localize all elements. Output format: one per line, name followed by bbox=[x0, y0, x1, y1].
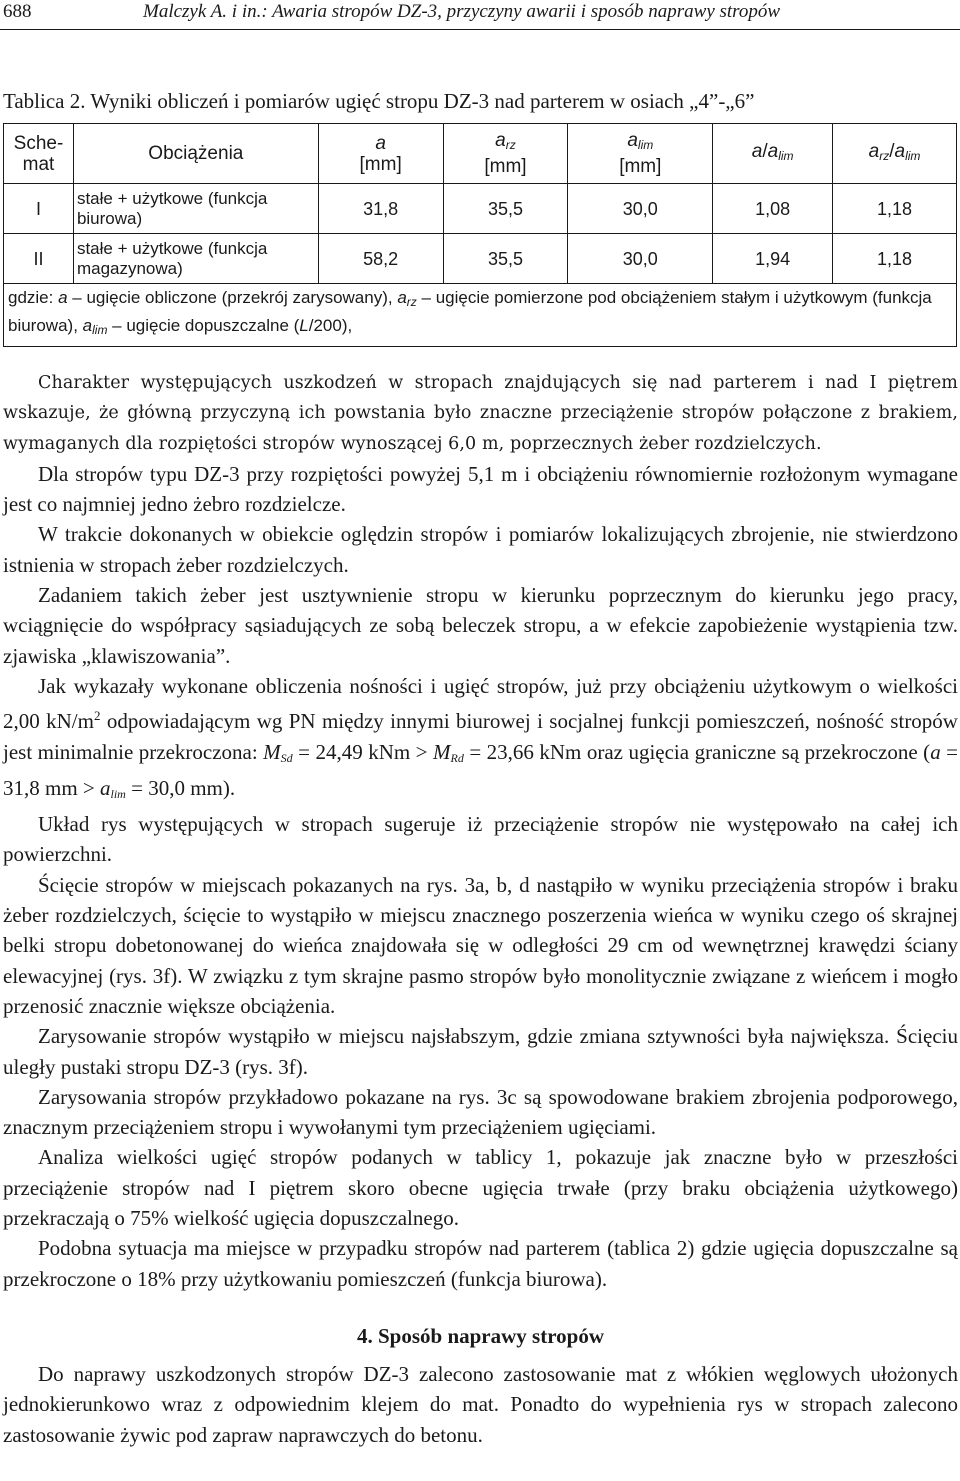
row2-load-line1: stałe + użytkowe (funkcja bbox=[76, 238, 268, 258]
note-text-5: /200), bbox=[308, 316, 353, 335]
header-alim-symbol: a bbox=[627, 130, 638, 151]
page-number: 688 bbox=[3, 1, 32, 22]
row2-load-line2: magazynowa) bbox=[76, 258, 183, 278]
row2-alim: 30,0 bbox=[568, 234, 713, 284]
p5-text-4: = 23,66 kNm oraz ugięcia graniczne są przekroczone ( bbox=[463, 739, 931, 764]
paragraph: Do naprawy uszkodzonych stropów DZ-3 zalecono zastosowanie mat z włókien węglowych ułożonych jednokierunkowo wraz z odpowiednim klejem do mat. Ponadto do wypełnienia rys w stropach zalecono zastosowanie żywic pod zapraw naprawczych do betonu. bbox=[3, 1361, 958, 1447]
row1-load-line2: biurowa) bbox=[76, 208, 143, 228]
p5-text-1: Jak wykazały wykonane obliczenia nośności i ugięć stropów, już przy obciążeniu użytkowym o wielkości 2,00 kN/m bbox=[3, 673, 958, 734]
row1-ratio2: 1,18 bbox=[833, 184, 957, 234]
header-alim bbox=[568, 124, 713, 184]
row1-ratio1: 1,08 bbox=[713, 184, 833, 234]
table-note-row bbox=[4, 284, 957, 347]
ratio1-a: a bbox=[751, 140, 763, 162]
paragraph: Dla stropów typu DZ-3 przy rozpiętości powyżej 5,1 m i obciążeniu równomiernie rozłożonym wymagane jest co najmniej jedno żebro rozdzielcze. bbox=[3, 461, 958, 517]
header-arz-unit: [mm] bbox=[484, 156, 527, 177]
paragraph: Ścięcie stropów w miejscach pokazanych na rys. 3a, b, d nastąpiło w wyniku przeciążenia stropów i braku żeber rozdzielczych, ścięcie to wystąpiło w miejscu znacznego poszerzenia wieńca w wyniku czego oś skrajnej belki stropu dobetonowanej do wieńca znajdowała się w odległości 29 cm od wewnętrznej krawędzi ściany elewacyjnej (rys. 3f). W związku z tym skrajne pasmo stropów było monolitycznie związane z wieńcem i mogło przenosić znacznie większe obciążenia. bbox=[3, 872, 958, 1018]
paragraph: Podobna sytuacja ma miejsce w przypadku stropów nad parterem (tablica 2) gdzie ugięcia dopuszczalne są przekroczone o 18% przy użytkowaniu pomieszczeń (funkcja biurowa). bbox=[3, 1236, 958, 1291]
row2-a: 58,2 bbox=[318, 234, 443, 284]
table-note bbox=[4, 284, 957, 347]
paragraph: Analiza wielkości ugięć stropów podanych w tablicy 1, pokazuje jak znaczne było w przeszłości przeciążenie stropów nad I piętrem skoro obecne ugięcia trwałe (przy braku obciążenia użytkowego) przekraczają o 75% wielkość ugięcia dopuszczalnego. bbox=[3, 1145, 958, 1231]
note-sub-rz: rz bbox=[406, 295, 417, 309]
ratio1-sub: lim bbox=[778, 148, 794, 163]
p5-sub-lim: lim bbox=[110, 786, 126, 801]
page-header bbox=[3, 0, 958, 30]
ratio1-b: a bbox=[767, 140, 779, 162]
row1-a: 31,8 bbox=[318, 184, 443, 234]
p5-text-2: odpowiadającym wg PN między innymi biurowej i socjalnej funkcji pomieszczeń, nośność stropów jest minimalnie przekroczona: bbox=[3, 709, 958, 764]
header-alim-sub: lim bbox=[637, 138, 654, 152]
note-sub-lim: lim bbox=[92, 323, 108, 337]
header-schemat-line2: mat bbox=[22, 153, 55, 175]
header-ratio-arz-alim bbox=[833, 124, 957, 184]
note-symbol-L: L bbox=[299, 316, 309, 335]
running-title: Malczyk A. i in.: Awaria stropów DZ-3, przyczyny awarii i sposób naprawy stropów bbox=[143, 1, 781, 22]
paragraph: Zarysowanie stropów wystąpiło w miejscu najsłabszym, gdzie zmiana sztywności była największa. Ścięciu uległy pustaki stropu DZ-3 (rys. 3f). bbox=[3, 1024, 958, 1079]
note-text-4: – ugięcie dopuszczalne ( bbox=[107, 316, 300, 335]
row1-load bbox=[73, 184, 318, 234]
paragraph: Charakter występujących uszkodzeń w stropach znajdujących się nad parterem i nad I piętrem wskazuje, że główną przyczyną ich powstania było znaczne przeciążenie stropów połączone z brakiem, wymaganych dla rozpiętości stropów wynoszącej 6,0 m, poprzecznych żeber rozdzielczych. bbox=[3, 373, 958, 454]
p5-text-3: = 24,49 kNm > bbox=[292, 739, 433, 764]
row2-schemat: II bbox=[4, 234, 74, 284]
table-row bbox=[4, 234, 957, 284]
p5-text-5: = 31,8 mm > bbox=[3, 739, 959, 800]
table-caption: Tablica 2. Wyniki obliczeń i pomiarów ugięć stropu DZ-3 nad parterem w osiach „4”-„6” bbox=[3, 89, 755, 113]
paragraph: W trakcie dokonanych w obiekcie oględzin stropów i pomiarów lokalizujących zbrojenie, nie stwierdzono istnienia w stropach żeber rozdzielczych. bbox=[3, 522, 958, 577]
header-arz-symbol: a bbox=[495, 130, 506, 151]
row1-alim: 30,0 bbox=[568, 184, 713, 234]
row2-arz: 35,5 bbox=[443, 234, 568, 284]
header-schemat bbox=[4, 124, 74, 184]
ratio1-sep: / bbox=[762, 140, 768, 162]
section-heading: 4. Sposób naprawy stropów bbox=[356, 1323, 604, 1348]
p5-symbol-alim: a bbox=[100, 775, 111, 800]
note-symbol-alim: a bbox=[82, 316, 93, 335]
row1-load-line1: stałe + użytkowe (funkcja bbox=[76, 188, 268, 208]
paragraph: Układ rys występujących w stropach sugeruje iż przeciążenie stropów nie występowało na całej ich powierzchni. bbox=[3, 812, 958, 867]
row1-arz: 35,5 bbox=[443, 184, 568, 234]
results-table bbox=[3, 123, 957, 347]
header-arz-sub: rz bbox=[505, 138, 516, 152]
p5-superscript: 2 bbox=[93, 708, 101, 724]
ratio2-sub: lim bbox=[905, 148, 921, 163]
p5-symbol-mrd: M bbox=[433, 739, 451, 764]
note-text-2: – ugięcie obliczone (przekrój zarysowany), bbox=[67, 288, 398, 307]
header-divider bbox=[0, 29, 960, 30]
ratio2-sep: / bbox=[889, 140, 895, 162]
header-alim-unit: [mm] bbox=[619, 156, 662, 177]
p5-symbol-msd: M bbox=[263, 739, 281, 764]
row2-load bbox=[73, 234, 318, 284]
ratio2-b: a bbox=[894, 140, 906, 162]
header-ratio-a-alim bbox=[713, 124, 833, 184]
header-schemat-line1: Sche- bbox=[13, 132, 64, 154]
p5-sub-sd: Sd bbox=[280, 750, 293, 765]
row2-ratio2: 1,18 bbox=[833, 234, 957, 284]
header-arz bbox=[443, 124, 568, 184]
ratio2-a: a bbox=[868, 140, 880, 162]
row1-schemat: I bbox=[4, 184, 74, 234]
body-text bbox=[3, 368, 958, 1450]
ratio2-asub: rz bbox=[879, 148, 890, 163]
note-symbol-arz: a bbox=[397, 288, 407, 307]
header-a-symbol: a bbox=[375, 132, 386, 154]
note-text-1: gdzie: bbox=[8, 288, 59, 307]
table-header-row bbox=[4, 124, 957, 184]
header-obciazenia: Obciążenia bbox=[73, 124, 318, 184]
note-symbol-a: a bbox=[58, 288, 68, 307]
paragraph bbox=[3, 671, 958, 809]
header-a-unit: [mm] bbox=[359, 153, 402, 175]
header-a bbox=[318, 124, 443, 184]
note-text-3: – ugięcie pomierzone pod obciążeniem stałym i użytkowym (funkcja biurowa), bbox=[8, 288, 932, 335]
p5-symbol-a: a bbox=[930, 739, 941, 764]
p5-sub-rd: Rd bbox=[450, 750, 464, 765]
table-row bbox=[4, 184, 957, 234]
paragraph: Zarysowania stropów przykładowo pokazane na rys. 3c są spowodowane brakiem zbrojenia podporowego, znacznym przeciążeniem stropu i wywołanymi tym przeciążeniem ugięciami. bbox=[3, 1084, 958, 1140]
p5-text-6: = 30,0 mm). bbox=[125, 775, 236, 800]
row2-ratio1: 1,94 bbox=[713, 234, 833, 284]
paragraph: Zadaniem takich żeber jest usztywnienie stropu w kierunku poprzecznym do kierunku jego pracy, wciągnięcie do współpracy sąsiadujących ze sobą beleczek stropu, a w efekcie zapobieżenie wystąpienia tzw. zjawiska „klawiszowania”. bbox=[3, 583, 958, 668]
